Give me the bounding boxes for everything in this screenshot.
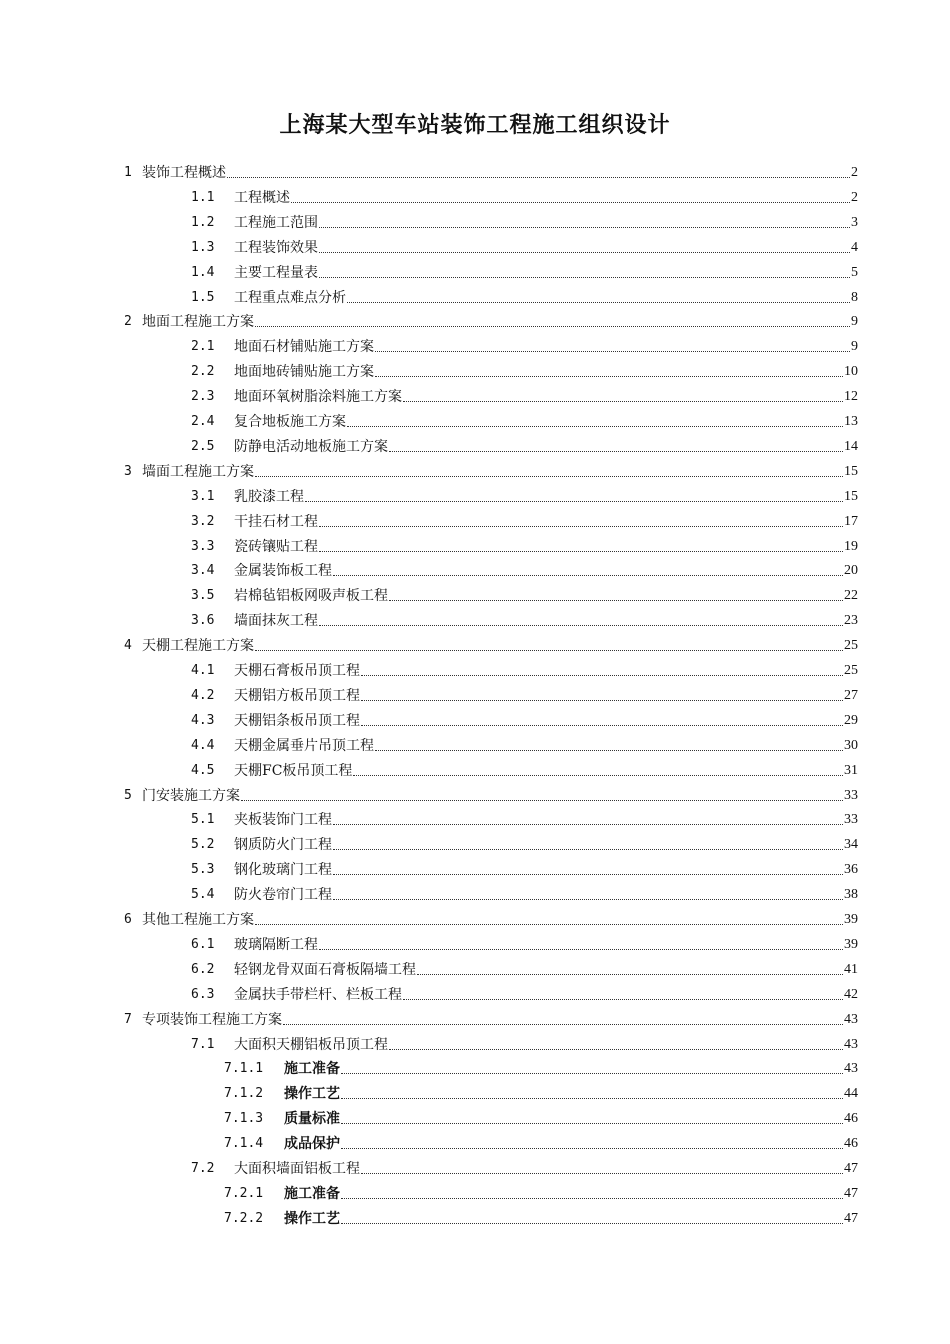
toc-entry-title: 专项装饰工程施工方案 (142, 1011, 282, 1028)
toc-entry-title: 岩棉毡铝板网吸声板工程 (234, 588, 388, 605)
toc-dot-leader (333, 823, 843, 825)
toc-dot-leader (375, 350, 850, 352)
toc-entry-page: 41 (844, 961, 858, 977)
toc-entry-number: 7.1.4 (224, 1136, 264, 1152)
toc-dot-leader (361, 699, 843, 701)
toc-entry-title: 防静电活动地板施工方案 (234, 438, 388, 455)
toc-entry[interactable] (191, 263, 858, 283)
toc-entry-number: 5.2 (191, 837, 215, 853)
toc-entry[interactable] (191, 611, 858, 631)
toc-entry[interactable] (191, 288, 858, 308)
toc-entry-title: 金属装饰板工程 (234, 563, 332, 580)
toc-entry-title: 其他工程施工方案 (142, 912, 254, 928)
toc-entry-page: 27 (844, 687, 858, 703)
toc-entry[interactable] (191, 686, 858, 706)
toc-entry-title: 门安装施工方案 (142, 787, 240, 804)
toc-entry[interactable] (191, 213, 858, 233)
toc-dot-leader (347, 425, 843, 427)
toc-entry-page: 43 (844, 1061, 858, 1077)
toc-entry-title: 天棚石膏板吊顶工程 (234, 663, 360, 679)
toc-entry-page: 10 (844, 364, 858, 380)
toc-entry-page: 42 (844, 986, 858, 1002)
toc-entry-page: 19 (844, 538, 858, 554)
toc-dot-leader (389, 1048, 843, 1050)
toc-entry-number: 1.3 (191, 239, 215, 255)
toc-entry-title: 天棚铝条板吊顶工程 (234, 712, 360, 729)
toc-entry-page: 25 (844, 638, 858, 654)
toc-dot-leader (341, 1197, 843, 1199)
toc-dot-leader (333, 848, 843, 850)
toc-entry-page: 9 (851, 339, 858, 355)
toc-entry-title: 工程施工范围 (234, 214, 318, 231)
toc-entry-number: 3 (124, 463, 132, 479)
toc-entry-page: 47 (844, 1161, 858, 1176)
toc-entry-title: 工程重点难点分析 (234, 289, 346, 306)
toc-entry-page: 39 (844, 936, 858, 952)
toc-entry-number: 3.6 (191, 613, 215, 629)
toc-entry-page: 47 (844, 1210, 858, 1226)
toc-dot-leader (403, 400, 843, 402)
toc-entry[interactable] (124, 786, 858, 806)
toc-entry[interactable] (191, 362, 858, 382)
toc-entry-page: 47 (844, 1185, 858, 1201)
toc-entry[interactable] (224, 1134, 858, 1154)
toc-entry-page: 44 (844, 1086, 858, 1102)
toc-entry-number: 3.2 (191, 513, 215, 529)
toc-entry-title: 施工准备 (284, 1061, 340, 1078)
toc-entry[interactable] (191, 387, 858, 407)
toc-entry-title: 工程装饰效果 (234, 239, 318, 256)
toc-entry-title: 玻璃隔断工程 (234, 936, 318, 953)
toc-entry-page: 22 (844, 588, 858, 604)
toc-entry-number: 2 (124, 314, 132, 330)
toc-entry[interactable] (191, 985, 858, 1005)
toc-entry-page: 23 (844, 613, 858, 629)
toc-entry-title: 地面工程施工方案 (142, 314, 254, 331)
toc-entry[interactable] (191, 1159, 858, 1179)
toc-entry[interactable] (191, 736, 858, 756)
toc-entry-title: 天棚铝方板吊顶工程 (234, 687, 360, 704)
toc-dot-leader (319, 251, 850, 253)
toc-dot-leader (227, 176, 850, 178)
toc-entry-page: 2 (851, 189, 858, 205)
toc-entry[interactable] (191, 810, 858, 830)
toc-entry-number: 2.1 (191, 339, 215, 355)
toc-entry-title: 乳胶漆工程 (234, 488, 304, 505)
toc-entry-number: 3.3 (191, 538, 215, 554)
toc-dot-leader (389, 599, 843, 601)
toc-entry-page: 5 (851, 264, 858, 280)
toc-dot-leader (341, 1222, 843, 1224)
toc-entry-page: 30 (844, 737, 858, 753)
toc-entry-title: 钢质防火门工程 (234, 837, 332, 854)
toc-entry[interactable] (191, 512, 858, 532)
toc-entry-number: 7.1 (191, 1036, 215, 1052)
toc-entry-title: 操作工艺 (284, 1210, 340, 1227)
toc-dot-leader (255, 923, 843, 925)
toc-entry[interactable] (191, 935, 858, 955)
toc-dot-leader (353, 774, 843, 776)
toc-dot-leader (255, 325, 850, 327)
toc-entry-number: 5.1 (191, 812, 215, 828)
toc-entry[interactable] (191, 711, 858, 731)
toc-entry-page: 12 (844, 389, 858, 405)
toc-entry-title: 复合地板施工方案 (234, 414, 346, 430)
toc-dot-leader (319, 525, 843, 527)
page-title: 上海某大型车站装饰工程施工组织设计 (279, 113, 671, 138)
toc-entry-number: 4.2 (191, 687, 215, 703)
toc-entry-number: 7.2.2 (224, 1210, 264, 1226)
toc-entry-page: 33 (844, 812, 858, 828)
toc-dot-leader (283, 1023, 843, 1025)
toc-entry[interactable] (191, 1035, 858, 1055)
toc-entry-page: 31 (844, 762, 858, 778)
toc-dot-leader (333, 898, 843, 900)
toc-entry[interactable] (191, 238, 858, 258)
toc-dot-leader (333, 873, 843, 875)
toc-entry-page: 25 (844, 663, 858, 678)
toc-dot-leader (347, 301, 850, 303)
toc-entry-page: 14 (844, 438, 858, 454)
toc-entry-title: 夹板装饰门工程 (234, 812, 332, 829)
toc-entry-page: 15 (844, 488, 858, 504)
toc-dot-leader (341, 1147, 843, 1149)
toc-entry-title: 地面地砖铺贴施工方案 (234, 364, 374, 381)
toc-entry-title: 大面积墙面铝板工程 (234, 1161, 360, 1177)
toc-entry-number: 2.2 (191, 364, 215, 380)
toc-entry-page: 46 (844, 1111, 858, 1127)
toc-entry[interactable] (191, 188, 858, 208)
toc-entry-title: 金属扶手带栏杆、栏板工程 (234, 986, 402, 1003)
toc-entry[interactable] (191, 487, 858, 507)
toc-entry[interactable] (191, 885, 858, 905)
toc-entry-title: 墙面工程施工方案 (142, 463, 254, 480)
toc-entry-title: 轻钢龙骨双面石膏板隔墙工程 (234, 961, 416, 978)
toc-dot-leader (291, 201, 850, 203)
toc-entry-title: 大面积天棚铝板吊顶工程 (234, 1036, 388, 1053)
toc-dot-leader (319, 948, 843, 950)
toc-entry[interactable] (191, 337, 858, 357)
toc-entry-page: 39 (844, 912, 858, 927)
toc-entry-number: 4 (124, 638, 132, 654)
toc-dot-leader (361, 674, 843, 676)
toc-entry-number: 7.2 (191, 1161, 215, 1176)
toc-entry-page: 34 (844, 837, 858, 853)
toc-dot-leader (305, 500, 843, 502)
toc-dot-leader (319, 550, 843, 552)
toc-entry-page: 15 (844, 463, 858, 479)
toc-dot-leader (333, 574, 843, 576)
toc-entry-page: 29 (844, 712, 858, 728)
toc-entry-number: 6.3 (191, 986, 215, 1002)
toc-entry-number: 4.3 (191, 712, 215, 728)
toc-entry-number: 5.4 (191, 887, 215, 903)
toc-entry-number: 1.5 (191, 289, 215, 305)
toc-entry-number: 2.3 (191, 389, 215, 405)
toc-entry-number: 2.5 (191, 438, 215, 454)
toc-entry[interactable] (124, 910, 858, 930)
toc-entry[interactable] (191, 661, 858, 681)
toc-entry-number: 1.4 (191, 264, 215, 280)
toc-dot-leader (319, 624, 843, 626)
toc-entry-number: 2.4 (191, 414, 215, 429)
toc-dot-leader (241, 799, 843, 801)
toc-entry-title: 成品保护 (284, 1136, 340, 1153)
toc-entry-title: 防火卷帘门工程 (234, 887, 332, 904)
toc-entry[interactable] (124, 163, 858, 183)
toc-entry-number: 7.2.1 (224, 1185, 264, 1201)
toc-entry-page: 43 (844, 1036, 858, 1052)
toc-entry-number: 7.1.3 (224, 1111, 264, 1127)
toc-entry-title: 施工准备 (284, 1185, 340, 1202)
toc-entry[interactable] (224, 1109, 858, 1129)
toc-dot-leader (341, 1122, 843, 1124)
toc-entry-page: 2 (851, 165, 858, 180)
toc-entry-title: 墙面抹灰工程 (234, 613, 318, 630)
toc-entry-number: 1.1 (191, 189, 215, 205)
toc-dot-leader (361, 1172, 843, 1174)
toc-dot-leader (319, 276, 850, 278)
toc-entry[interactable] (191, 412, 858, 432)
toc-entry-page: 9 (851, 314, 858, 330)
toc-dot-leader (375, 375, 843, 377)
toc-entry-title: 质量标准 (284, 1111, 340, 1128)
toc-dot-leader (361, 724, 843, 726)
toc-entry[interactable] (191, 537, 858, 557)
toc-entry-title: 天棚工程施工方案 (142, 638, 254, 655)
toc-entry[interactable] (191, 761, 858, 781)
toc-entry[interactable] (191, 960, 858, 980)
toc-entry-title: 工程概述 (234, 189, 290, 206)
toc-dot-leader (319, 226, 850, 228)
toc-entry-number: 4.1 (191, 663, 215, 678)
toc-entry-page: 13 (844, 414, 858, 429)
toc-entry[interactable] (224, 1084, 858, 1104)
toc-entry-number: 1 (124, 165, 132, 180)
toc-dot-leader (417, 973, 843, 975)
toc-entry-number: 3.5 (191, 588, 215, 604)
toc-entry[interactable] (124, 312, 858, 332)
toc-entry-title: 操作工艺 (284, 1086, 340, 1103)
toc-entry-number: 6 (124, 912, 132, 927)
toc-entry[interactable] (224, 1209, 858, 1229)
toc-entry-page: 43 (844, 1011, 858, 1027)
toc-entry-title: 装饰工程概述 (142, 165, 226, 181)
toc-dot-leader (403, 998, 843, 1000)
toc-dot-leader (341, 1097, 843, 1099)
toc-entry[interactable] (191, 835, 858, 855)
toc-entry[interactable] (224, 1184, 858, 1204)
toc-entry-number: 6.1 (191, 936, 215, 952)
toc-entry-page: 8 (851, 289, 858, 305)
toc-entry-title: 钢化玻璃门工程 (234, 862, 332, 879)
toc-entry-number: 5.3 (191, 862, 215, 878)
toc-entry-title: 地面石材铺贴施工方案 (234, 339, 374, 356)
toc-entry-title: 天棚金属垂片吊顶工程 (234, 737, 374, 754)
toc-entry[interactable] (191, 586, 858, 606)
toc-dot-leader (375, 749, 843, 751)
toc-entry-number: 7 (124, 1011, 132, 1027)
toc-entry-page: 17 (844, 513, 858, 529)
toc-entry-number: 5 (124, 787, 132, 803)
toc-dot-leader (255, 649, 843, 651)
toc-entry[interactable] (191, 437, 858, 457)
toc-entry[interactable] (191, 561, 858, 581)
toc-entry-title: 天棚FC板吊顶工程 (234, 762, 353, 779)
toc-entry-number: 7.1.1 (224, 1061, 264, 1077)
toc-entry-title: 瓷砖镶贴工程 (234, 538, 318, 555)
toc-entry[interactable] (124, 462, 858, 482)
toc-dot-leader (389, 450, 843, 452)
toc-entry[interactable] (224, 1059, 858, 1079)
toc-entry-number: 4.4 (191, 737, 215, 753)
toc-entry-page: 33 (844, 787, 858, 803)
toc-entry-page: 38 (844, 887, 858, 903)
toc-entry[interactable] (124, 1010, 858, 1030)
toc-entry-number: 3.4 (191, 563, 215, 579)
toc-dot-leader (341, 1072, 843, 1074)
toc-entry-number: 1.2 (191, 214, 215, 230)
toc-entry-number: 6.2 (191, 961, 215, 977)
toc-entry-number: 3.1 (191, 488, 215, 504)
toc-dot-leader (255, 475, 843, 477)
toc-entry-title: 主要工程量表 (234, 264, 318, 281)
toc-entry-page: 36 (844, 862, 858, 878)
toc-entry-page: 3 (851, 214, 858, 230)
toc-entry[interactable] (191, 860, 858, 880)
toc-entry-title: 地面环氧树脂涂料施工方案 (234, 389, 402, 406)
toc-entry-title: 干挂石材工程 (234, 513, 318, 530)
toc-entry-page: 20 (844, 563, 858, 579)
toc-entry-page: 46 (844, 1136, 858, 1152)
toc-entry-number: 4.5 (191, 762, 215, 778)
toc-entry-page: 4 (851, 239, 858, 255)
toc-entry[interactable] (124, 636, 858, 656)
toc-entry-number: 7.1.2 (224, 1086, 264, 1102)
